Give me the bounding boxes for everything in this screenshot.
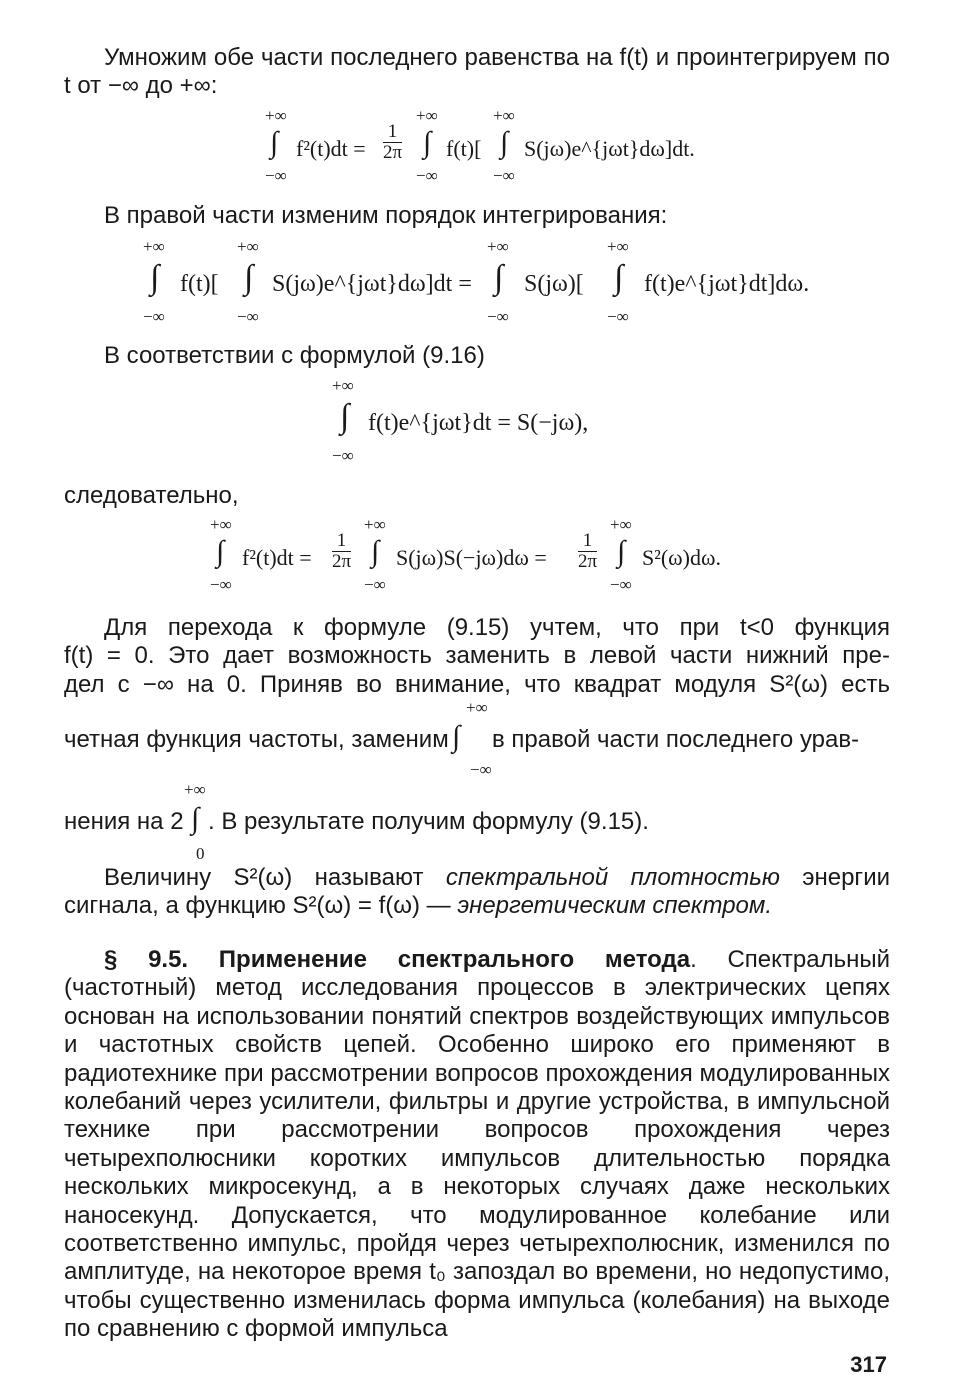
formula-4-fraction-2 <box>578 531 597 572</box>
limit-lower: −∞ <box>265 166 287 185</box>
paragraph-reference-text: В соответствии с формулой (9.16) <box>104 342 485 369</box>
fraction-numerator: 1 <box>332 531 351 552</box>
formula-order-change <box>0 237 957 327</box>
limit-lower: −∞ <box>470 760 492 779</box>
limit-lower: −∞ <box>610 575 632 594</box>
term-spectral-density: спектральной плотностью <box>445 864 780 891</box>
definition-text: энергии <box>779 864 891 891</box>
fraction-numerator: 1 <box>578 531 597 552</box>
formula-9-16 <box>0 376 957 466</box>
formula-1-fraction <box>383 122 402 163</box>
limit-upper: +∞ <box>493 106 515 125</box>
limit-lower: −∞ <box>210 575 232 594</box>
limit-upper: +∞ <box>332 376 354 395</box>
fraction-numerator: 1 <box>383 122 402 143</box>
formula-4-b: S(jω)S(−jω)dω = <box>396 545 547 570</box>
integral-sign: ∫ <box>494 259 504 296</box>
section-heading: § 9.5. Применение спектрального метода <box>104 946 691 973</box>
integral-sign: ∫ <box>150 259 160 296</box>
limit-upper: +∞ <box>210 515 232 534</box>
limit-lower: −∞ <box>416 166 438 185</box>
integral-sign: ∫ <box>500 126 509 159</box>
formula-2-a: f(t)[ <box>180 271 219 297</box>
integral-sign: ∫ <box>270 126 279 159</box>
transition-line-4b: в правой части последнего урав- <box>492 726 860 753</box>
formula-1-lhs: f²(t)dt = <box>296 136 366 161</box>
limit-lower: −∞ <box>607 307 629 326</box>
integral-sign: ∫ <box>340 398 350 435</box>
integral-sign: ∫ <box>617 535 626 568</box>
paragraph-intro-text: Умножим обе части последнего равенства на f(t) и проинтегрируем по t от −∞ до +∞: <box>64 44 890 100</box>
formula-4-fraction-1 <box>332 531 351 572</box>
formula-2-d: f(t)e^{jωt}dt]dω. <box>644 271 810 297</box>
limit-upper: +∞ <box>184 780 206 799</box>
limit-upper: +∞ <box>416 106 438 125</box>
definition-text: Величину S²(ω) называют <box>104 864 446 891</box>
fraction-denominator: 2π <box>578 551 598 572</box>
paragraph-transition <box>64 614 890 699</box>
limit-lower: −∞ <box>332 446 354 465</box>
limit-zero: 0 <box>196 844 205 863</box>
limit-lower: −∞ <box>487 307 509 326</box>
fraction-denominator: 2π <box>383 142 403 163</box>
limit-upper: +∞ <box>607 237 629 256</box>
paragraph-therefore-text: следовательно, <box>64 482 239 509</box>
integral-sign: ∫ <box>216 535 225 568</box>
paragraph-intro <box>64 44 890 101</box>
limit-upper: +∞ <box>487 237 509 256</box>
term-energy-spectrum: энергетическим спектром. <box>457 892 773 920</box>
fraction-denominator: 2π <box>332 551 352 572</box>
limit-lower: −∞ <box>493 166 515 185</box>
integral-sign: ∫ <box>191 802 200 835</box>
formula-2-c: S(jω)[ <box>524 271 584 297</box>
formula-4-c: S²(ω)dω. <box>642 545 721 570</box>
integral-sign: ∫ <box>614 259 624 296</box>
integral-sign: ∫ <box>423 126 432 159</box>
limit-upper: +∞ <box>143 237 165 256</box>
formula-parseval <box>0 515 957 595</box>
paragraph-therefore <box>64 482 890 510</box>
formula-2-b: S(jω)e^{jωt}dω]dt = <box>272 271 472 297</box>
transition-line-4a: четная функция частоты, заменим <box>64 726 449 753</box>
limit-upper: +∞ <box>364 515 386 534</box>
limit-lower: −∞ <box>364 575 386 594</box>
paragraph-order-text: В правой части изменим порядок интегрирования: <box>104 202 668 229</box>
limit-upper: +∞ <box>466 698 488 717</box>
integral-sign: ∫ <box>371 535 380 568</box>
limit-upper: +∞ <box>610 515 632 534</box>
definition-line-1 <box>64 864 890 892</box>
section-9-5 <box>64 946 890 1344</box>
formula-3-body: f(t)e^{jωt}dt = S(−jω), <box>368 410 589 436</box>
section-body: . Спектральный (частотный) метод исследования процессов в электрических цепях основан на использовании понятий спектров воздействующих импульсов и частотных свойств цепей. Особенно широко его применяют в радиотехнике при рассмотрении вопросов прохождения модулированных колебаний через усилители, фильтры и другие устройства, в импульсной технике при рассмотрении вопросов прохождения через четырехполюсники коротких импульсов длительностью порядка нескольких микросекунд, а в некоторых случаях даже нескольких наносекунд. Допускается, что модулированное колебание или соответственно импульс, пройдя через четырехполюсник, изменился по амплитуде, на некоторое время t₀ запоздал во времени, но недопустимо, чтобы существенно изменилась форма импульса (колебания) на выходе по сравнению с формой импульса <box>64 946 890 1343</box>
integral-sign: ∫ <box>452 720 461 753</box>
formula-1-rhs: S(jω)e^{jωt}dω]dt. <box>524 136 695 161</box>
limit-lower: −∞ <box>237 307 259 326</box>
limit-upper: +∞ <box>237 237 259 256</box>
paragraph-definition <box>64 864 890 921</box>
transition-line-2: f(t) = 0. Это дает возможность заменить в левой части нижний пре- <box>64 642 890 670</box>
paragraph-order <box>64 202 890 230</box>
paragraph-reference <box>64 342 890 370</box>
page-number: 317 <box>850 1352 887 1377</box>
transition-line-1: Для перехода к формуле (9.15) учтем, что при t<0 функция <box>104 614 890 641</box>
formula-4-a: f²(t)dt = <box>242 545 312 570</box>
transition-line-5b: . В результате получим формулу (9.15). <box>208 808 649 835</box>
limit-upper: +∞ <box>265 106 287 125</box>
integral-sign: ∫ <box>244 259 254 296</box>
formula-integral-energy <box>0 106 957 186</box>
transition-line-3: дел с −∞ на 0. Приняв во внимание, что квадрат модуля S²(ω) есть <box>64 670 890 698</box>
formula-1-mid: f(t)[ <box>446 136 482 161</box>
definition-line-2 <box>64 892 890 920</box>
limit-lower: −∞ <box>143 307 165 326</box>
transition-line-5a: нения на 2 <box>64 808 184 835</box>
definition-text: сигнала, а функцию S²(ω) = f(ω) — <box>64 892 458 920</box>
